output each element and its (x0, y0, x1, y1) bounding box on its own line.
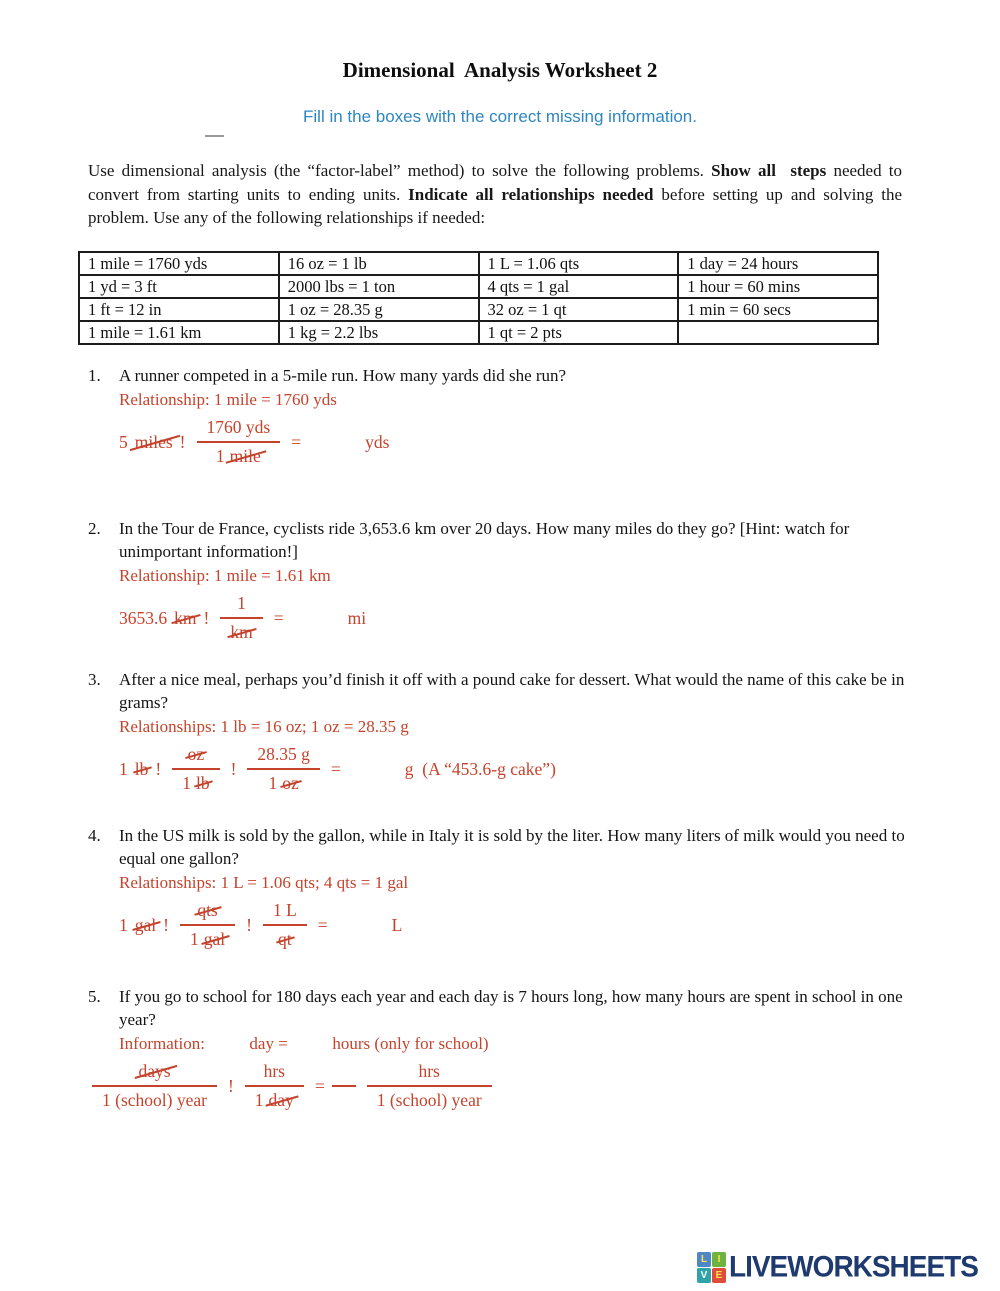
struck-unit: gal (203, 929, 226, 949)
fraction (92, 1061, 217, 1111)
denominator-value: 1 (182, 773, 191, 793)
problem-1 (88, 364, 906, 467)
fraction-denominator (197, 443, 281, 467)
intro-bold-show-all-steps: Show all steps (711, 161, 827, 180)
intro-text-3: before setting up and solving the problem. Use any of the following relationships if needed: (88, 184, 902, 227)
problem-number: 3. (88, 670, 101, 689)
work-equation (119, 593, 906, 643)
struck-unit: km (174, 607, 197, 628)
result-unit: yds (365, 431, 390, 452)
struck-unit: qt (278, 929, 292, 949)
equals-sign: = (273, 607, 284, 628)
struck-unit: lb (195, 773, 210, 793)
coefficient: 3653.6 (119, 607, 168, 628)
instructions-paragraph (88, 159, 902, 230)
table-cell: 1 min = 60 secs (678, 298, 878, 321)
fraction-numerator (172, 744, 219, 770)
multiply-operator: ! (155, 758, 162, 779)
equals-sign: = (291, 431, 302, 452)
table-cell: 1 L = 1.06 qts (479, 252, 679, 275)
fraction (220, 593, 262, 643)
information-tail: hours (only for school) (332, 1034, 489, 1053)
problem-5 (88, 985, 906, 1111)
coefficient: 1 (119, 758, 128, 779)
multiply-operator: ! (163, 914, 169, 935)
intro-text-1: Use dimensional analysis (the “factor-label” method) to solve the following problems. (88, 161, 712, 180)
answer-blank[interactable] (335, 915, 385, 935)
table-row (79, 321, 878, 344)
result-unit: g (A “453.6-g cake”) (404, 758, 556, 779)
result-unit: mi (347, 607, 367, 628)
table-row (79, 252, 878, 275)
problem-number: 5. (88, 987, 101, 1006)
relationship-line: Relationships: 1 lb = 16 oz; 1 oz = 28.35 g (119, 717, 409, 736)
table-cell: 16 oz = 1 lb (279, 252, 479, 275)
logo-tile-v: V (697, 1268, 711, 1283)
question-text: In the Tour de France, cyclists ride 3,653.6 km over 20 days. How many miles do they go? [Hint: watch for unimportant information!] (119, 519, 850, 561)
multiply-operator: ! (230, 758, 237, 779)
struck-unit: qts (197, 900, 218, 920)
fraction-numerator: hrs (367, 1061, 492, 1087)
relationship-line: Relationship: 1 mile = 1.61 km (119, 566, 331, 585)
fraction-numerator: 1760 yds (197, 417, 281, 443)
fraction-numerator: hrs (245, 1061, 304, 1087)
table-cell: 1 day = 24 hours (678, 252, 878, 275)
fraction-denominator (220, 619, 262, 643)
problem-number: 1. (88, 366, 101, 385)
struck-unit: days (138, 1061, 171, 1081)
question-text: A runner competed in a 5-mile run. How many yards did she run? (119, 366, 567, 385)
relationship-line: Relationships: 1 L = 1.06 qts; 4 qts = 1 gal (119, 873, 409, 892)
logo-wordmark: LIVEWORKSHEETS (729, 1250, 978, 1283)
fraction (245, 1061, 304, 1111)
struck-unit: miles (134, 431, 173, 452)
denominator-value: 1 (268, 773, 278, 793)
problem-number: 4. (88, 826, 101, 845)
fraction (197, 417, 281, 467)
fraction-numerator: 1 (220, 593, 262, 619)
fraction-denominator (172, 770, 219, 794)
question-text: In the US milk is sold by the gallon, while in Italy it is sold by the liter. How many liters of milk would you need to equal one gallon? (119, 826, 905, 868)
work-equation (119, 744, 906, 794)
logo-tile-l: L (697, 1252, 711, 1267)
table-cell (678, 321, 878, 344)
fraction (180, 900, 235, 950)
answer-blank[interactable] (291, 608, 341, 628)
liveworksheets-grid-icon (697, 1252, 726, 1283)
relationship-line: Relationship: 1 mile = 1760 yds (119, 390, 337, 409)
table-cell: 32 oz = 1 qt (479, 298, 679, 321)
fraction-denominator: 1 (school) year (376, 1090, 482, 1110)
denominator-value: 1 (215, 446, 225, 466)
table-cell: 1 qt = 2 pts (479, 321, 679, 344)
struck-unit: km (230, 622, 253, 642)
table-row (79, 298, 878, 321)
problem-4 (88, 824, 906, 950)
fraction-numerator: 1 L (263, 900, 307, 926)
table-cell: 4 qts = 1 gal (479, 275, 679, 298)
answer-blank[interactable] (332, 1085, 356, 1087)
table-cell: 1 ft = 12 in (79, 298, 279, 321)
table-cell: 1 yd = 3 ft (79, 275, 279, 298)
table-cell: 1 mile = 1760 yds (79, 252, 279, 275)
problem-number: 2. (88, 519, 101, 538)
result-unit: L (391, 914, 403, 935)
table-row (79, 275, 878, 298)
problem-3 (88, 668, 906, 794)
multiply-operator: ! (227, 1075, 234, 1096)
answer-blank[interactable] (348, 759, 398, 779)
struck-unit: mile (229, 446, 261, 466)
work-equation (119, 900, 906, 950)
equals-sign: = (330, 758, 341, 779)
conversion-reference-table (78, 251, 879, 345)
answer-blank[interactable] (308, 432, 358, 452)
logo-tile-e: E (712, 1268, 726, 1283)
fraction-numerator (180, 900, 235, 926)
fraction-denominator (263, 926, 307, 950)
work-equation (119, 417, 906, 467)
fraction (367, 1061, 492, 1111)
multiply-operator: ! (179, 431, 186, 452)
work-equation (88, 1061, 906, 1111)
information-mid: day = (249, 1034, 288, 1053)
struck-unit: oz (187, 744, 205, 764)
denominator-value: 1 (189, 929, 199, 949)
struck-unit: lb (134, 758, 149, 779)
fraction (172, 744, 219, 794)
intro-bold-indicate-relationships: Indicate all relationships needed (408, 184, 654, 204)
fraction-denominator: 1 (school) year (102, 1090, 207, 1110)
answer-blank[interactable] (298, 1035, 322, 1049)
multiply-operator: ! (246, 914, 252, 935)
table-cell: 1 hour = 60 mins (678, 275, 878, 298)
struck-unit: day (268, 1090, 294, 1110)
intro-text-2: needed to convert from starting units to ending units. (88, 161, 902, 204)
worksheet-subtitle: Fill in the boxes with the correct missing information. (303, 107, 697, 126)
question-text: If you go to school for 180 days each year and each day is 7 hours long, how many hours are spent in school in one year? (119, 987, 903, 1029)
coefficient: 5 (119, 431, 128, 452)
multiply-operator: ! (203, 607, 210, 628)
table-cell: 1 oz = 28.35 g (279, 298, 479, 321)
fraction-denominator (245, 1087, 304, 1111)
information-label: Information: (119, 1034, 205, 1053)
table-cell: 1 mile = 1.61 km (79, 321, 279, 344)
struck-unit: oz (282, 773, 299, 793)
stray-dash-mark (205, 135, 224, 137)
fraction-denominator (180, 926, 235, 950)
coefficient: 1 (119, 914, 128, 935)
liveworksheets-logo (697, 1251, 978, 1283)
information-line (119, 1032, 906, 1055)
equals-sign: = (317, 914, 328, 935)
table-cell: 1 kg = 2.2 lbs (279, 321, 479, 344)
fraction (263, 900, 307, 950)
equals-sign: = (314, 1075, 325, 1096)
answer-blank[interactable] (215, 1035, 239, 1049)
page-title: Dimensional Analysis Worksheet 2 (342, 58, 658, 82)
logo-tile-i: I (712, 1252, 726, 1267)
struck-unit: gal (134, 914, 157, 935)
problem-2 (88, 517, 906, 643)
question-text: After a nice meal, perhaps you’d finish it off with a pound cake for dessert. What would the name of this cake be in grams? (119, 670, 905, 712)
fraction-denominator (247, 770, 320, 794)
table-cell: 2000 lbs = 1 ton (279, 275, 479, 298)
fraction-numerator: 28.35 g (247, 744, 320, 770)
fraction (247, 744, 320, 794)
denominator-value: 1 (254, 1090, 264, 1110)
fraction-numerator (92, 1061, 217, 1087)
